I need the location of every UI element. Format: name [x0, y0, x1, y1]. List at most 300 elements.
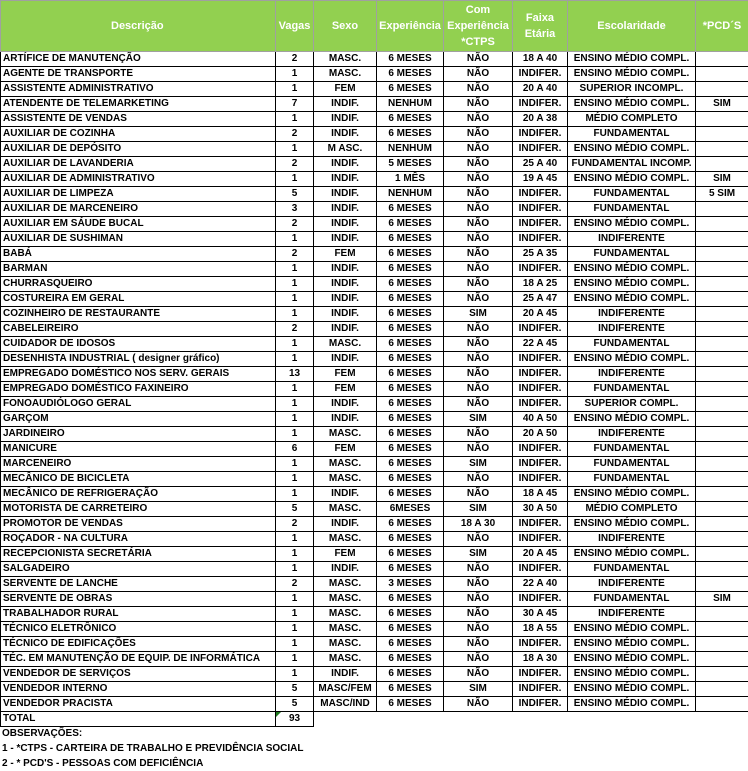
cell-descricao: AUXILIAR DE MARCENEIRO — [1, 202, 276, 217]
cell-faixa-etaria: INDIFER. — [513, 142, 568, 157]
cell-experiencia: 6 MESES — [377, 307, 444, 322]
table-row — [1, 112, 748, 127]
cell-ctps: NÃO — [444, 397, 513, 412]
cell-pcd — [696, 232, 748, 247]
cell-ctps: NÃO — [444, 637, 513, 652]
cell-vagas: 1 — [276, 427, 314, 442]
cell-sexo: FEM — [314, 382, 377, 397]
cell-vagas: 5 — [276, 187, 314, 202]
cell-descricao: MECÂNICO DE BICICLETA — [1, 472, 276, 487]
cell-experiencia: 6 MESES — [377, 472, 444, 487]
cell-faixa-etaria: 20 A 45 — [513, 307, 568, 322]
table-row — [1, 502, 748, 517]
header-pcd: *PCD´S — [696, 1, 748, 52]
cell-escolaridade: ENSINO MÉDIO COMPL. — [568, 412, 696, 427]
cell-sexo: INDIF. — [314, 667, 377, 682]
cell-ctps: NÃO — [444, 697, 513, 712]
cell-escolaridade: INDIFERENTE — [568, 532, 696, 547]
cell-escolaridade: FUNDAMENTAL — [568, 127, 696, 142]
table-row — [1, 127, 748, 142]
cell-experiencia: 6 MESES — [377, 247, 444, 262]
cell-escolaridade: FUNDAMENTAL — [568, 457, 696, 472]
cell-pcd: SIM — [696, 97, 748, 112]
cell-experiencia: 6 MESES — [377, 382, 444, 397]
cell-experiencia: 3 MESES — [377, 577, 444, 592]
cell-experiencia: 6 MESES — [377, 337, 444, 352]
cell-descricao: JARDINEIRO — [1, 427, 276, 442]
cell-sexo: MASC. — [314, 472, 377, 487]
cell-escolaridade: ENSINO MÉDIO COMPL. — [568, 277, 696, 292]
cell-sexo: MASC. — [314, 652, 377, 667]
cell-faixa-etaria: INDIFER. — [513, 592, 568, 607]
cell-faixa-etaria: 25 A 40 — [513, 157, 568, 172]
cell-ctps: NÃO — [444, 352, 513, 367]
cell-experiencia: 6 MESES — [377, 397, 444, 412]
cell-faixa-etaria: 25 A 47 — [513, 292, 568, 307]
cell-pcd — [696, 67, 748, 82]
cell-sexo: M ASC. — [314, 142, 377, 157]
cell-ctps: NÃO — [444, 187, 513, 202]
cell-vagas: 1 — [276, 592, 314, 607]
cell-vagas: 3 — [276, 202, 314, 217]
table-row — [1, 352, 748, 367]
cell-pcd — [696, 127, 748, 142]
header-row — [1, 1, 748, 52]
cell-vagas: 2 — [276, 247, 314, 262]
cell-pcd — [696, 322, 748, 337]
cell-ctps: SIM — [444, 307, 513, 322]
cell-vagas: 2 — [276, 217, 314, 232]
cell-descricao: VENDEDOR DE SERVIÇOS — [1, 667, 276, 682]
cell-escolaridade: INDIFERENTE — [568, 367, 696, 382]
table-row — [1, 262, 748, 277]
cell-vagas: 1 — [276, 262, 314, 277]
cell-escolaridade: FUNDAMENTAL INCOMP. — [568, 157, 696, 172]
cell-pcd — [696, 667, 748, 682]
cell-descricao: PROMOTOR DE VENDAS — [1, 517, 276, 532]
cell-pcd — [696, 607, 748, 622]
cell-vagas: 2 — [276, 322, 314, 337]
cell-faixa-etaria: 30 A 45 — [513, 607, 568, 622]
cell-sexo: INDIF. — [314, 307, 377, 322]
cell-experiencia: 6 MESES — [377, 682, 444, 697]
cell-descricao: FONOAUDIÓLOGO GERAL — [1, 397, 276, 412]
table-row — [1, 82, 748, 97]
cell-pcd — [696, 487, 748, 502]
cell-pcd — [696, 277, 748, 292]
cell-pcd — [696, 637, 748, 652]
cell-vagas: 1 — [276, 352, 314, 367]
cell-ctps: NÃO — [444, 667, 513, 682]
cell-descricao: SALGADEIRO — [1, 562, 276, 577]
table-row — [1, 187, 748, 202]
cell-experiencia: 6 MESES — [377, 67, 444, 82]
cell-faixa-etaria: 18 A 45 — [513, 487, 568, 502]
cell-sexo: MASC. — [314, 637, 377, 652]
cell-sexo: MASC. — [314, 502, 377, 517]
cell-vagas: 1 — [276, 637, 314, 652]
cell-vagas: 1 — [276, 412, 314, 427]
cell-vagas: 1 — [276, 607, 314, 622]
cell-descricao: TÉC. EM MANUTENÇÃO DE EQUIP. DE INFORMÁTICA — [1, 652, 276, 667]
table-row — [1, 397, 748, 412]
cell-faixa-etaria: INDIFER. — [513, 322, 568, 337]
cell-experiencia: 6 MESES — [377, 562, 444, 577]
cell-escolaridade: FUNDAMENTAL — [568, 592, 696, 607]
cell-pcd — [696, 577, 748, 592]
cell-escolaridade: ENSINO MÉDIO COMPL. — [568, 217, 696, 232]
cell-descricao: GARÇOM — [1, 412, 276, 427]
cell-escolaridade: ENSINO MÉDIO COMPL. — [568, 682, 696, 697]
cell-sexo: MASC. — [314, 592, 377, 607]
total-value: 93 — [276, 712, 314, 727]
cell-faixa-etaria: INDIFER. — [513, 97, 568, 112]
cell-faixa-etaria: 18 A 30 — [513, 652, 568, 667]
cell-experiencia: 6 MESES — [377, 622, 444, 637]
cell-descricao: DESENHISTA INDUSTRIAL ( designer gráfico) — [1, 352, 276, 367]
table-row — [1, 67, 748, 82]
cell-faixa-etaria: INDIFER. — [513, 682, 568, 697]
observation-pcd: 2 - * PCD'S - PESSOAS COM DEFICIÊNCIA — [2, 756, 304, 771]
table-row — [1, 337, 748, 352]
cell-descricao: AUXILIAR DE DEPÓSITO — [1, 142, 276, 157]
cell-experiencia: NENHUM — [377, 97, 444, 112]
cell-experiencia: 6 MESES — [377, 652, 444, 667]
cell-sexo: MASC. — [314, 337, 377, 352]
cell-pcd: SIM — [696, 592, 748, 607]
cell-descricao: ASSISTENTE ADMINISTRATIVO — [1, 82, 276, 97]
cell-ctps: NÃO — [444, 277, 513, 292]
cell-experiencia: 6 MESES — [377, 547, 444, 562]
cell-pcd — [696, 397, 748, 412]
cell-escolaridade: ENSINO MÉDIO COMPL. — [568, 547, 696, 562]
cell-pcd — [696, 532, 748, 547]
cell-faixa-etaria: INDIFER. — [513, 217, 568, 232]
cell-experiencia: 6MESES — [377, 502, 444, 517]
cell-descricao: MARCENEIRO — [1, 457, 276, 472]
table-row — [1, 52, 748, 67]
cell-faixa-etaria: 40 A 50 — [513, 412, 568, 427]
cell-descricao: BARMAN — [1, 262, 276, 277]
cell-ctps: NÃO — [444, 172, 513, 187]
table-row — [1, 142, 748, 157]
cell-descricao: MECÂNICO DE REFRIGERAÇÃO — [1, 487, 276, 502]
total-row — [1, 712, 748, 727]
cell-faixa-etaria: INDIFER. — [513, 127, 568, 142]
cell-vagas: 13 — [276, 367, 314, 382]
cell-ctps: NÃO — [444, 652, 513, 667]
table-row — [1, 307, 748, 322]
cell-experiencia: 6 MESES — [377, 112, 444, 127]
cell-ctps: NÃO — [444, 82, 513, 97]
observations-title: OBSERVAÇÕES: — [2, 726, 304, 741]
cell-faixa-etaria: INDIFER. — [513, 202, 568, 217]
cell-pcd — [696, 262, 748, 277]
cell-escolaridade: ENSINO MÉDIO COMPL. — [568, 172, 696, 187]
cell-vagas: 1 — [276, 532, 314, 547]
cell-escolaridade: INDIFERENTE — [568, 307, 696, 322]
table-row — [1, 157, 748, 172]
cell-ctps: NÃO — [444, 232, 513, 247]
cell-ctps: NÃO — [444, 592, 513, 607]
cell-descricao: ATENDENTE DE TELEMARKETING — [1, 97, 276, 112]
cell-vagas: 1 — [276, 172, 314, 187]
cell-pcd — [696, 352, 748, 367]
cell-experiencia: 6 MESES — [377, 217, 444, 232]
cell-ctps: NÃO — [444, 112, 513, 127]
cell-pcd — [696, 547, 748, 562]
header-vagas: Vagas — [276, 1, 314, 52]
cell-experiencia: 1 MÊS — [377, 172, 444, 187]
table-row — [1, 607, 748, 622]
cell-faixa-etaria: INDIFER. — [513, 532, 568, 547]
cell-sexo: FEM — [314, 247, 377, 262]
cell-pcd — [696, 157, 748, 172]
cell-sexo: INDIF. — [314, 292, 377, 307]
cell-sexo: MASC. — [314, 577, 377, 592]
cell-escolaridade: ENSINO MÉDIO COMPL. — [568, 97, 696, 112]
cell-ctps: NÃO — [444, 337, 513, 352]
cell-ctps: NÃO — [444, 292, 513, 307]
cell-faixa-etaria: INDIFER. — [513, 442, 568, 457]
cell-pcd — [696, 112, 748, 127]
cell-faixa-etaria: INDIFER. — [513, 67, 568, 82]
table-row — [1, 697, 748, 712]
cell-escolaridade: FUNDAMENTAL — [568, 472, 696, 487]
cell-vagas: 1 — [276, 562, 314, 577]
cell-ctps: NÃO — [444, 67, 513, 82]
cell-faixa-etaria: 25 A 35 — [513, 247, 568, 262]
cell-descricao: CHURRASQUEIRO — [1, 277, 276, 292]
cell-descricao: AUXILIAR EM SÁUDE BUCAL — [1, 217, 276, 232]
cell-escolaridade: ENSINO MÉDIO COMPL. — [568, 292, 696, 307]
total-blank — [314, 712, 748, 727]
cell-vagas: 1 — [276, 82, 314, 97]
cell-experiencia: 6 MESES — [377, 517, 444, 532]
table-body — [1, 52, 748, 712]
cell-escolaridade: ENSINO MÉDIO COMPL. — [568, 637, 696, 652]
cell-faixa-etaria: INDIFER. — [513, 352, 568, 367]
cell-sexo: MASC. — [314, 67, 377, 82]
cell-sexo: INDIF. — [314, 157, 377, 172]
cell-faixa-etaria: 20 A 50 — [513, 427, 568, 442]
table-row — [1, 367, 748, 382]
cell-ctps: NÃO — [444, 262, 513, 277]
cell-faixa-etaria: INDIFER. — [513, 457, 568, 472]
table-row — [1, 652, 748, 667]
cell-ctps: NÃO — [444, 52, 513, 67]
cell-ctps: SIM — [444, 547, 513, 562]
table-row — [1, 487, 748, 502]
cell-descricao: ARTÍFICE DE MANUTENÇÃO — [1, 52, 276, 67]
cell-descricao: SERVENTE DE LANCHE — [1, 577, 276, 592]
header-descricao: Descrição — [1, 1, 276, 52]
cell-vagas: 1 — [276, 487, 314, 502]
cell-experiencia: 6 MESES — [377, 607, 444, 622]
cell-pcd: 5 SIM — [696, 187, 748, 202]
cell-vagas: 1 — [276, 472, 314, 487]
cell-experiencia: 6 MESES — [377, 592, 444, 607]
cell-faixa-etaria: INDIFER. — [513, 562, 568, 577]
cell-escolaridade: FUNDAMENTAL — [568, 247, 696, 262]
cell-ctps: NÃO — [444, 247, 513, 262]
table-row — [1, 667, 748, 682]
cell-sexo: INDIF. — [314, 562, 377, 577]
table-row — [1, 202, 748, 217]
header-ctps-line2: Experiência — [447, 20, 509, 32]
table-row — [1, 592, 748, 607]
cell-faixa-etaria: 19 A 45 — [513, 172, 568, 187]
cell-sexo: INDIF. — [314, 487, 377, 502]
cell-experiencia: 6 MESES — [377, 487, 444, 502]
cell-faixa-etaria: 20 A 38 — [513, 112, 568, 127]
cell-vagas: 1 — [276, 307, 314, 322]
cell-ctps: NÃO — [444, 487, 513, 502]
cell-experiencia: 6 MESES — [377, 637, 444, 652]
cell-experiencia: 6 MESES — [377, 667, 444, 682]
table-row — [1, 622, 748, 637]
table-row — [1, 292, 748, 307]
table-row — [1, 517, 748, 532]
cell-ctps: NÃO — [444, 577, 513, 592]
cell-faixa-etaria: INDIFER. — [513, 637, 568, 652]
cell-descricao: RECEPCIONISTA SECRETÁRIA — [1, 547, 276, 562]
cell-ctps: NÃO — [444, 622, 513, 637]
cell-experiencia: NENHUM — [377, 142, 444, 157]
cell-comment-marker — [276, 712, 281, 717]
cell-pcd — [696, 427, 748, 442]
header-com-experiencia-ctps — [444, 1, 513, 52]
cell-sexo: FEM — [314, 367, 377, 382]
cell-sexo: FEM — [314, 82, 377, 97]
cell-escolaridade: INDIFERENTE — [568, 232, 696, 247]
cell-ctps: NÃO — [444, 367, 513, 382]
cell-escolaridade: ENSINO MÉDIO COMPL. — [568, 487, 696, 502]
cell-faixa-etaria: INDIFER. — [513, 262, 568, 277]
cell-pcd — [696, 217, 748, 232]
cell-descricao: AUXILIAR DE SUSHIMAN — [1, 232, 276, 247]
cell-sexo: MASC/FEM — [314, 682, 377, 697]
cell-vagas: 1 — [276, 337, 314, 352]
cell-faixa-etaria: INDIFER. — [513, 697, 568, 712]
cell-sexo: INDIF. — [314, 262, 377, 277]
cell-pcd — [696, 247, 748, 262]
cell-vagas: 1 — [276, 67, 314, 82]
table-row — [1, 232, 748, 247]
cell-escolaridade: ENSINO MÉDIO COMPL. — [568, 67, 696, 82]
cell-experiencia: 6 MESES — [377, 697, 444, 712]
cell-sexo: INDIF. — [314, 202, 377, 217]
cell-descricao: COZINHEIRO DE RESTAURANTE — [1, 307, 276, 322]
cell-ctps: NÃO — [444, 427, 513, 442]
cell-ctps: NÃO — [444, 97, 513, 112]
cell-pcd — [696, 142, 748, 157]
cell-experiencia: 6 MESES — [377, 412, 444, 427]
cell-descricao: TÉCNICO ELETRÔNICO — [1, 622, 276, 637]
cell-faixa-etaria: INDIFER. — [513, 382, 568, 397]
cell-experiencia: 6 MESES — [377, 352, 444, 367]
cell-sexo: INDIF. — [314, 112, 377, 127]
header-ctps-line3: *CTPS — [461, 36, 495, 48]
cell-escolaridade: ENSINO MÉDIO COMPL. — [568, 622, 696, 637]
header-faixa-line2: Etária — [525, 28, 556, 40]
cell-ctps: NÃO — [444, 142, 513, 157]
cell-experiencia: 6 MESES — [377, 292, 444, 307]
header-sexo: Sexo — [314, 1, 377, 52]
cell-faixa-etaria: 20 A 40 — [513, 82, 568, 97]
cell-ctps: NÃO — [444, 562, 513, 577]
cell-vagas: 1 — [276, 142, 314, 157]
cell-descricao: SERVENTE DE OBRAS — [1, 592, 276, 607]
cell-pcd — [696, 307, 748, 322]
cell-descricao: AUXILIAR DE LAVANDERIA — [1, 157, 276, 172]
cell-pcd — [696, 52, 748, 67]
table-row — [1, 457, 748, 472]
cell-ctps: NÃO — [444, 127, 513, 142]
cell-descricao: CABELEIREIRO — [1, 322, 276, 337]
cell-sexo: INDIF. — [314, 412, 377, 427]
cell-experiencia: 6 MESES — [377, 52, 444, 67]
cell-sexo: INDIF. — [314, 172, 377, 187]
cell-sexo: INDIF. — [314, 517, 377, 532]
cell-pcd — [696, 562, 748, 577]
cell-descricao: MANICURE — [1, 442, 276, 457]
cell-faixa-etaria: 20 A 45 — [513, 547, 568, 562]
cell-descricao: EMPREGADO DOMÉSTICO NOS SERV. GERAIS — [1, 367, 276, 382]
table-row — [1, 442, 748, 457]
cell-vagas: 1 — [276, 667, 314, 682]
cell-vagas: 1 — [276, 112, 314, 127]
cell-vagas: 2 — [276, 127, 314, 142]
cell-vagas: 1 — [276, 292, 314, 307]
cell-pcd — [696, 337, 748, 352]
cell-experiencia: 6 MESES — [377, 457, 444, 472]
cell-vagas: 1 — [276, 547, 314, 562]
cell-pcd — [696, 652, 748, 667]
cell-descricao: CUIDADOR DE IDOSOS — [1, 337, 276, 352]
cell-faixa-etaria: 30 A 50 — [513, 502, 568, 517]
cell-descricao: AUXILIAR DE COZINHA — [1, 127, 276, 142]
cell-sexo: INDIF. — [314, 127, 377, 142]
cell-pcd — [696, 442, 748, 457]
cell-sexo: INDIF. — [314, 322, 377, 337]
table-row — [1, 412, 748, 427]
cell-escolaridade: FUNDAMENTAL — [568, 562, 696, 577]
cell-experiencia: 6 MESES — [377, 262, 444, 277]
cell-pcd — [696, 82, 748, 97]
cell-vagas: 2 — [276, 577, 314, 592]
cell-ctps: NÃO — [444, 442, 513, 457]
cell-sexo: INDIF. — [314, 397, 377, 412]
header-faixa-line1: Faixa — [526, 12, 554, 24]
cell-experiencia: 5 MESES — [377, 157, 444, 172]
cell-experiencia: 6 MESES — [377, 277, 444, 292]
cell-ctps: NÃO — [444, 157, 513, 172]
cell-descricao: MOTORISTA DE CARRETEIRO — [1, 502, 276, 517]
cell-escolaridade: FUNDAMENTAL — [568, 382, 696, 397]
cell-pcd — [696, 517, 748, 532]
cell-experiencia: 6 MESES — [377, 202, 444, 217]
cell-sexo: INDIF. — [314, 277, 377, 292]
cell-sexo: INDIF. — [314, 352, 377, 367]
cell-escolaridade: ENSINO MÉDIO COMPL. — [568, 697, 696, 712]
table-row — [1, 382, 748, 397]
cell-ctps: NÃO — [444, 322, 513, 337]
cell-sexo: MASC. — [314, 457, 377, 472]
cell-vagas: 2 — [276, 157, 314, 172]
cell-pcd — [696, 202, 748, 217]
cell-pcd — [696, 292, 748, 307]
